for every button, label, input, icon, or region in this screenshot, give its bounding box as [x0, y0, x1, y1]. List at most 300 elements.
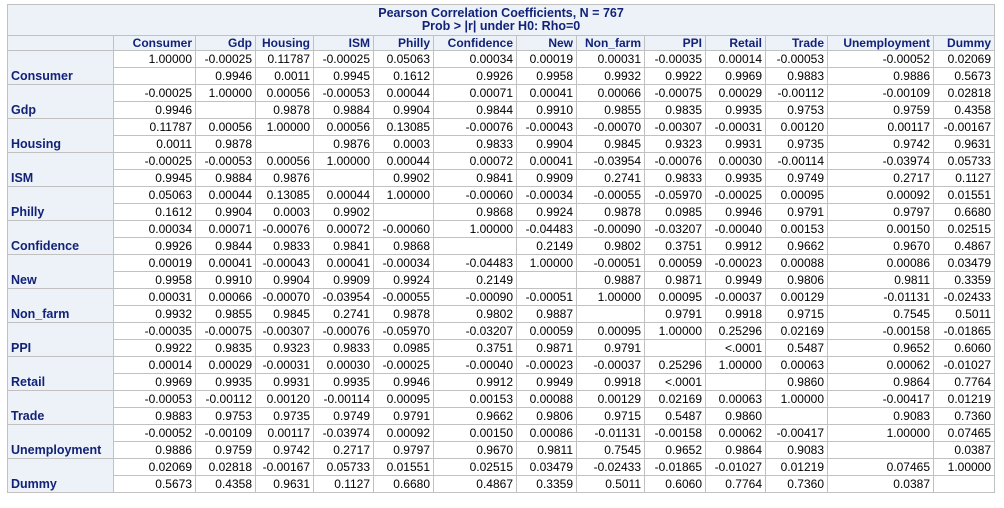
p-value: 0.4867 [934, 238, 995, 255]
p-value: 0.6680 [374, 476, 434, 493]
correlation-value: 0.00095 [374, 391, 434, 408]
row-header-unemployment: Unemployment [8, 425, 114, 459]
correlation-value: 0.00014 [114, 357, 196, 374]
correlation-value: 0.00019 [114, 255, 196, 272]
correlation-value: -0.00076 [434, 119, 517, 136]
correlation-value: 0.00095 [766, 187, 828, 204]
p-value: 0.9802 [577, 238, 645, 255]
correlation-value: -0.00025 [706, 187, 766, 204]
correlation-value: 0.01551 [374, 459, 434, 476]
correlation-value: -0.00025 [314, 51, 374, 68]
p-value: 0.9924 [517, 204, 577, 221]
p-value: 0.9631 [934, 136, 995, 153]
p-value: 0.3359 [517, 476, 577, 493]
correlation-value: 0.00059 [517, 323, 577, 340]
p-value: 0.7545 [828, 306, 934, 323]
p-value: 0.9918 [706, 306, 766, 323]
p-value: 0.9860 [706, 408, 766, 425]
p-value: 0.5673 [114, 476, 196, 493]
p-value: 0.9845 [256, 306, 314, 323]
correlation-value: -0.00025 [374, 357, 434, 374]
correlation-value: 0.00030 [314, 357, 374, 374]
p-value: 0.9811 [517, 442, 577, 459]
table-row-coefficients [8, 357, 995, 374]
correlation-value: -0.00109 [828, 85, 934, 102]
p-value: 0.0011 [256, 68, 314, 85]
p-value: 0.9791 [374, 408, 434, 425]
correlation-value: -0.00040 [706, 221, 766, 238]
table-row-pvalues [8, 170, 995, 187]
p-value: 0.9864 [828, 374, 934, 391]
row-header-dummy: Dummy [8, 459, 114, 493]
p-value: 0.2149 [434, 272, 517, 289]
p-value: 0.0003 [256, 204, 314, 221]
p-value: 0.9791 [577, 340, 645, 357]
p-value: 0.9323 [256, 340, 314, 357]
table-row-pvalues [8, 238, 995, 255]
correlation-value: -0.00023 [517, 357, 577, 374]
p-value: 0.9871 [645, 272, 706, 289]
correlation-value: 0.01219 [934, 391, 995, 408]
p-value: 0.9759 [828, 102, 934, 119]
p-value: 0.9742 [828, 136, 934, 153]
correlation-value: -0.00075 [645, 85, 706, 102]
row-header-consumer: Consumer [8, 51, 114, 85]
p-value: 0.9932 [114, 306, 196, 323]
p-value: 0.9662 [434, 408, 517, 425]
p-value: 0.9946 [374, 374, 434, 391]
correlation-value: 0.00041 [196, 255, 256, 272]
p-value: 0.9083 [766, 442, 828, 459]
correlation-value: -0.00037 [706, 289, 766, 306]
correlation-value: 0.00044 [374, 85, 434, 102]
correlation-value: -0.01865 [934, 323, 995, 340]
p-value: 0.9742 [256, 442, 314, 459]
p-value: 0.9946 [706, 204, 766, 221]
p-value: 0.9904 [374, 102, 434, 119]
p-value: 0.1127 [934, 170, 995, 187]
correlation-value: 0.11787 [114, 119, 196, 136]
correlation-value: -0.00090 [577, 221, 645, 238]
p-value: 0.9904 [256, 272, 314, 289]
correlation-value: 0.00041 [517, 85, 577, 102]
p-value: 0.9912 [434, 374, 517, 391]
p-value: 0.9932 [577, 68, 645, 85]
correlation-value: 0.00044 [374, 153, 434, 170]
correlation-value: -0.00076 [256, 221, 314, 238]
correlation-value: 0.00044 [196, 187, 256, 204]
correlation-value: -0.00034 [517, 187, 577, 204]
p-value: 0.2741 [314, 306, 374, 323]
correlation-value: 1.00000 [645, 323, 706, 340]
p-value: 0.9841 [314, 238, 374, 255]
correlation-value: 0.00044 [314, 187, 374, 204]
correlation-value: -0.00307 [645, 119, 706, 136]
p-value: 0.0003 [374, 136, 434, 153]
p-value: 0.3751 [434, 340, 517, 357]
row-header-housing: Housing [8, 119, 114, 153]
p-value: 0.9806 [517, 408, 577, 425]
p-value: 0.9791 [645, 306, 706, 323]
column-header-ism: ISM [314, 36, 374, 51]
p-value [828, 442, 934, 459]
column-header-confidence: Confidence [434, 36, 517, 51]
table-row-coefficients [8, 51, 995, 68]
correlation-value: -0.01865 [645, 459, 706, 476]
p-value: 0.9871 [517, 340, 577, 357]
correlation-value: -0.00053 [314, 85, 374, 102]
correlation-value: -0.00075 [196, 323, 256, 340]
p-value: 0.9922 [114, 340, 196, 357]
p-value: 0.1127 [314, 476, 374, 493]
correlation-value: 1.00000 [934, 459, 995, 476]
p-value: 0.7764 [706, 476, 766, 493]
correlation-value: -0.01027 [934, 357, 995, 374]
p-value: 0.9910 [196, 272, 256, 289]
p-value: 0.0985 [374, 340, 434, 357]
p-value: 0.9753 [766, 102, 828, 119]
p-value: 0.9876 [256, 170, 314, 187]
p-value [577, 306, 645, 323]
correlation-value: -0.00158 [645, 425, 706, 442]
correlation-value: 1.00000 [706, 357, 766, 374]
correlation-value: 0.00041 [517, 153, 577, 170]
p-value: 0.9715 [766, 306, 828, 323]
correlation-value: -0.00043 [256, 255, 314, 272]
correlation-value: 0.00153 [766, 221, 828, 238]
p-value: 0.9844 [196, 238, 256, 255]
p-value: 0.7360 [934, 408, 995, 425]
correlation-value: -0.00167 [934, 119, 995, 136]
correlation-value: 1.00000 [256, 119, 314, 136]
correlation-value: 0.00034 [114, 221, 196, 238]
correlation-value: -0.00167 [256, 459, 314, 476]
p-value: 0.4358 [196, 476, 256, 493]
table-title-cell [8, 5, 995, 36]
correlation-value: 0.13085 [374, 119, 434, 136]
column-header-consumer: Consumer [114, 36, 196, 51]
p-value: 0.9797 [828, 204, 934, 221]
p-value [314, 170, 374, 187]
p-value: 0.9884 [196, 170, 256, 187]
correlation-value: -0.00112 [196, 391, 256, 408]
p-value [114, 68, 196, 85]
correlation-value: -0.00052 [114, 425, 196, 442]
p-value: 0.5487 [766, 340, 828, 357]
table-subtitle: Prob > |r| under H0: Rho=0 [421, 19, 581, 33]
p-value: 0.2741 [577, 170, 645, 187]
correlation-value: -0.00307 [256, 323, 314, 340]
p-value [517, 272, 577, 289]
table-row-coefficients [8, 85, 995, 102]
correlation-value: -0.00114 [314, 391, 374, 408]
p-value: 0.9749 [314, 408, 374, 425]
correlation-value: 0.00031 [114, 289, 196, 306]
correlation-value: 0.00153 [434, 391, 517, 408]
p-value: 0.1612 [114, 204, 196, 221]
column-header-row [8, 36, 995, 51]
p-value: 0.9902 [374, 170, 434, 187]
table-row-coefficients [8, 289, 995, 306]
correlation-value: -0.00025 [114, 153, 196, 170]
column-header-new: New [517, 36, 577, 51]
correlation-value: 0.02818 [934, 85, 995, 102]
table-row-pvalues [8, 102, 995, 119]
correlation-value: -0.00037 [577, 357, 645, 374]
correlation-value: -0.00060 [434, 187, 517, 204]
p-value: 0.4867 [434, 476, 517, 493]
table-body [8, 51, 995, 493]
correlation-value: 0.00150 [434, 425, 517, 442]
p-value: 0.9935 [314, 374, 374, 391]
correlation-value: -0.00112 [766, 85, 828, 102]
correlation-value: 0.00071 [434, 85, 517, 102]
p-value: 0.9864 [706, 442, 766, 459]
correlation-value: -0.00034 [374, 255, 434, 272]
p-value: 0.9855 [196, 306, 256, 323]
p-value: 0.9631 [256, 476, 314, 493]
correlation-value: 0.00086 [828, 255, 934, 272]
p-value: 0.9931 [706, 136, 766, 153]
correlation-value: -0.00060 [374, 221, 434, 238]
correlation-value: 0.00095 [577, 323, 645, 340]
correlation-value: -0.00043 [517, 119, 577, 136]
correlation-value: -0.00109 [196, 425, 256, 442]
p-value: 0.9909 [517, 170, 577, 187]
p-value: 0.9949 [706, 272, 766, 289]
correlation-value: 0.00019 [517, 51, 577, 68]
p-value: 0.9958 [517, 68, 577, 85]
p-value: 0.7545 [577, 442, 645, 459]
p-value: 0.9802 [434, 306, 517, 323]
p-value: 0.9833 [256, 238, 314, 255]
p-value: 0.0387 [934, 442, 995, 459]
correlation-value: -0.05970 [645, 187, 706, 204]
correlation-value: -0.00417 [766, 425, 828, 442]
p-value: 0.9883 [766, 68, 828, 85]
p-value: 0.9958 [114, 272, 196, 289]
correlation-value: 0.07465 [934, 425, 995, 442]
p-value: 0.9904 [196, 204, 256, 221]
p-value: 0.9946 [196, 68, 256, 85]
p-value: 0.7764 [934, 374, 995, 391]
correlation-value: -0.00076 [314, 323, 374, 340]
column-header-philly: Philly [374, 36, 434, 51]
correlation-value: 0.00041 [314, 255, 374, 272]
correlation-value: -0.05970 [374, 323, 434, 340]
p-value: 0.9833 [645, 170, 706, 187]
p-value: 0.9806 [766, 272, 828, 289]
correlation-value: 1.00000 [374, 187, 434, 204]
correlation-value: 0.00059 [645, 255, 706, 272]
p-value: 0.9735 [766, 136, 828, 153]
p-value: 0.0985 [645, 204, 706, 221]
p-value: 0.9797 [374, 442, 434, 459]
p-value: 0.5011 [577, 476, 645, 493]
correlation-value: 0.05733 [934, 153, 995, 170]
p-value: 0.9753 [196, 408, 256, 425]
column-header-non_farm: Non_farm [577, 36, 645, 51]
p-value: 0.9844 [434, 102, 517, 119]
p-value: 0.2717 [314, 442, 374, 459]
correlation-value: 0.00120 [766, 119, 828, 136]
correlation-table-container [7, 4, 994, 493]
correlation-value: 0.00031 [577, 51, 645, 68]
correlation-value: 1.00000 [434, 221, 517, 238]
correlation-value: 0.02515 [434, 459, 517, 476]
p-value: 0.9670 [828, 238, 934, 255]
correlation-value: 0.00072 [434, 153, 517, 170]
correlation-value: 0.00150 [828, 221, 934, 238]
table-row-pvalues [8, 442, 995, 459]
table-row-pvalues [8, 476, 995, 493]
correlation-value: -0.00040 [434, 357, 517, 374]
p-value: 0.9884 [314, 102, 374, 119]
p-value: 0.9860 [766, 374, 828, 391]
p-value: 0.9886 [828, 68, 934, 85]
correlation-value: 0.05063 [114, 187, 196, 204]
correlation-value: 0.25296 [645, 357, 706, 374]
p-value: 0.9931 [256, 374, 314, 391]
p-value [256, 136, 314, 153]
correlation-value: 1.00000 [517, 255, 577, 272]
correlation-value: 0.05063 [374, 51, 434, 68]
correlation-value: 0.00014 [706, 51, 766, 68]
correlation-value: 0.00092 [828, 187, 934, 204]
table-row-coefficients [8, 459, 995, 476]
p-value: 0.9845 [577, 136, 645, 153]
p-value: 0.9749 [766, 170, 828, 187]
p-value: 0.3751 [645, 238, 706, 255]
correlation-value: 0.00034 [434, 51, 517, 68]
p-value: 0.0387 [828, 476, 934, 493]
p-value: 0.9662 [766, 238, 828, 255]
correlation-value: -0.00053 [114, 391, 196, 408]
p-value: 0.9835 [196, 340, 256, 357]
table-row-pvalues [8, 204, 995, 221]
p-value: 0.5011 [934, 306, 995, 323]
p-value: 0.9670 [434, 442, 517, 459]
p-value: 0.9652 [828, 340, 934, 357]
p-value: 0.9833 [434, 136, 517, 153]
correlation-value: -0.00035 [114, 323, 196, 340]
p-value: 0.9855 [577, 102, 645, 119]
correlation-value: -0.01131 [828, 289, 934, 306]
correlation-value: -0.03974 [828, 153, 934, 170]
p-value: 0.9922 [645, 68, 706, 85]
p-value: 0.9878 [256, 102, 314, 119]
p-value [645, 340, 706, 357]
p-value: 0.9887 [517, 306, 577, 323]
p-value: 0.9969 [114, 374, 196, 391]
table-row-pvalues [8, 340, 995, 357]
correlation-value: 0.00117 [828, 119, 934, 136]
p-value: 0.9811 [828, 272, 934, 289]
correlation-value: 1.00000 [577, 289, 645, 306]
correlation-value: 0.13085 [256, 187, 314, 204]
p-value: 0.3359 [934, 272, 995, 289]
table-row-pvalues [8, 272, 995, 289]
table-row-coefficients [8, 153, 995, 170]
correlation-value: -0.00114 [766, 153, 828, 170]
correlation-value: 0.03479 [934, 255, 995, 272]
correlation-value: -0.00052 [828, 51, 934, 68]
correlation-value: -0.01131 [577, 425, 645, 442]
correlation-value: -0.03954 [577, 153, 645, 170]
p-value: <.0001 [706, 340, 766, 357]
p-value: <.0001 [645, 374, 706, 391]
p-value: 0.9841 [434, 170, 517, 187]
p-value: 0.9868 [374, 238, 434, 255]
correlation-value: 0.01551 [934, 187, 995, 204]
correlation-value: 0.02818 [196, 459, 256, 476]
p-value: 0.9935 [706, 170, 766, 187]
p-value: 0.9878 [374, 306, 434, 323]
row-header-trade: Trade [8, 391, 114, 425]
correlation-value: 0.00120 [256, 391, 314, 408]
column-header-gdp: Gdp [196, 36, 256, 51]
p-value: 0.6680 [934, 204, 995, 221]
correlation-value: 0.00056 [314, 119, 374, 136]
p-value: 0.9926 [434, 68, 517, 85]
row-header-ppi: PPI [8, 323, 114, 357]
p-value: 0.9735 [256, 408, 314, 425]
correlation-value: -0.03954 [314, 289, 374, 306]
table-row-coefficients [8, 119, 995, 136]
correlation-value: 0.00030 [706, 153, 766, 170]
correlation-value: 0.07465 [828, 459, 934, 476]
p-value [374, 204, 434, 221]
table-row-coefficients [8, 187, 995, 204]
correlation-value: -0.00031 [256, 357, 314, 374]
p-value: 0.5487 [645, 408, 706, 425]
p-value: 0.9883 [114, 408, 196, 425]
p-value: 0.9945 [314, 68, 374, 85]
p-value: 0.9887 [577, 272, 645, 289]
correlation-value: -0.00025 [196, 51, 256, 68]
correlation-value: -0.00025 [114, 85, 196, 102]
p-value: 0.9935 [706, 102, 766, 119]
correlation-value: 0.00062 [706, 425, 766, 442]
correlation-value: -0.00158 [828, 323, 934, 340]
column-header-unemployment: Unemployment [828, 36, 934, 51]
table-row-pvalues [8, 408, 995, 425]
correlation-value: 0.00066 [577, 85, 645, 102]
corner-cell [8, 36, 114, 51]
correlation-value: 0.03479 [517, 459, 577, 476]
correlation-value: 1.00000 [114, 51, 196, 68]
p-value: 0.5673 [934, 68, 995, 85]
correlation-value: 0.00056 [256, 153, 314, 170]
correlation-value: 0.00129 [766, 289, 828, 306]
correlation-value: -0.02433 [934, 289, 995, 306]
correlation-value: 0.02169 [766, 323, 828, 340]
correlation-value: 1.00000 [314, 153, 374, 170]
p-value: 0.9949 [517, 374, 577, 391]
p-value [766, 408, 828, 425]
correlation-value: 0.00056 [196, 119, 256, 136]
p-value: 0.9878 [577, 204, 645, 221]
p-value: 0.6060 [934, 340, 995, 357]
correlation-value: 0.02515 [934, 221, 995, 238]
correlation-value: -0.04483 [517, 221, 577, 238]
correlation-value: -0.00051 [577, 255, 645, 272]
correlation-value: 0.01219 [766, 459, 828, 476]
p-value: 0.9918 [577, 374, 645, 391]
correlation-value: 0.00129 [577, 391, 645, 408]
table-title: Pearson Correlation Coefficients, N = 767 [378, 6, 624, 20]
p-value: 0.9935 [196, 374, 256, 391]
